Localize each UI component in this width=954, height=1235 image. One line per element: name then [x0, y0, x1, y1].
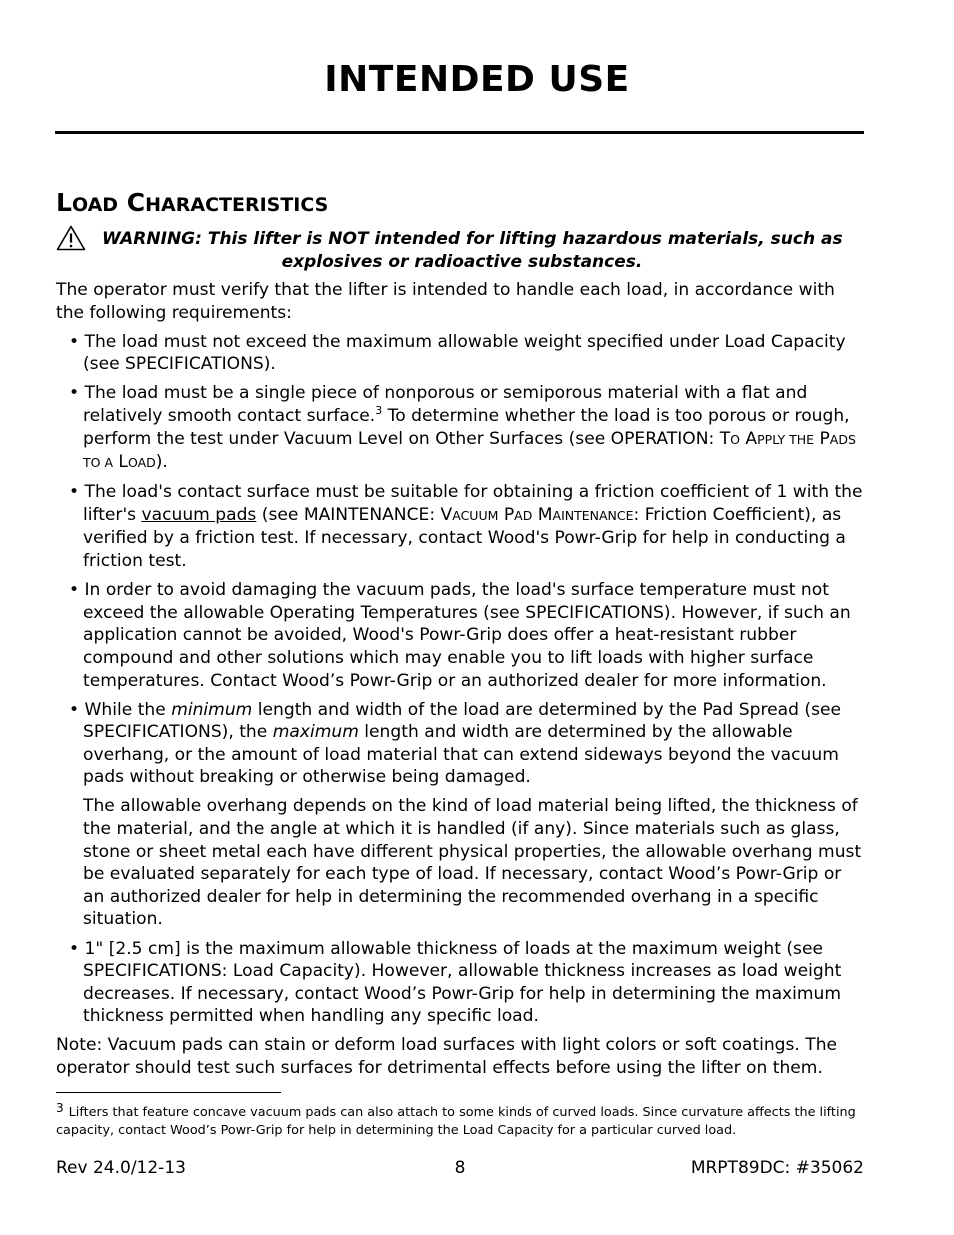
bullet-thickness: • 1" [2.5 cm] is the maximum allowable thickness of loads at the maximum weight (see SPECIFICATIONS: Load Capacity). However, allowable thickness increases as load weight decreases. If necessary, contact Wood’s Powr-Grip for help in determining the maximum thickness permitted when handling any specific load. — [69, 938, 842, 1027]
bullet-material: • The load must be a single piece of nonporous or semiporous material with a flat and relatively smooth contact surface.$^3$ To determine whether the load is too porous or rough, perform the test under Vacuum Level on Other Surfaces (see OPERATION: TO APPLY THE PADS TO A LOAD). — [69, 383, 856, 473]
warning-icon — [56, 225, 86, 251]
footnote-ref: 3 — [375, 403, 383, 417]
bullet-overhang: • While the minimum length and width of the load are determined by the Pad Spread (see SPECIFICATIONS), the maximum length and width are determined by the allowable overhang, or the amount of load material that can extend sideways beyond the vacuum pads without breaking or otherwise being damaged. — [69, 699, 842, 788]
revision-label: Rev 24.0/12-13 — [56, 1158, 186, 1178]
warning-message — [102, 228, 862, 274]
bullet-weight: • The load must not exceed the maximum allowable weight specified under Load Capacity (see SPECIFICATIONS). — [69, 331, 846, 375]
body-text — [56, 279, 866, 1086]
bullet-temperature: • In order to avoid damaging the vacuum pads, the load's surface temperature must not exceed the allowable Operating Temperatures (see SPECIFICATIONS). However, if such an application cannot be avoided, Wood's Powr-Grip does offer a heat-resistant rubber compound and other solutions which may enable you to lift loads with higher surface temperatures. Contact Wood’s Powr-Grip or an authorized dealer for more information. — [69, 580, 851, 691]
vacuum-pads-link[interactable]: vacuum pads — [141, 504, 257, 525]
page-title: INTENDED USE — [324, 59, 630, 100]
footnote-divider — [56, 1092, 281, 1093]
footnote — [56, 1101, 856, 1140]
page-number: 8 — [454, 1158, 466, 1178]
note-paragraph: Note: Vacuum pads can stain or deform load surfaces with light colors or soft coatings. The operator should test such surfaces for detrimental effects before using the lifter on them. — [56, 1035, 838, 1078]
warning-line-1: WARNING: This lifter is NOT intended for lifting hazardous materials, such as — [102, 229, 843, 249]
footnote-number: 3 — [56, 1101, 64, 1115]
footnote-text: Lifters that feature concave vacuum pads can also attach to some kinds of curved loads. Since curvature affects the lifting capacity, contact Wood’s Powr-Grip for help in determining the Load Capacity for a particular curved load. — [56, 1105, 856, 1138]
section-heading: LOAD CHARACTERISTICS — [56, 188, 329, 217]
bullet-friction: • The load's contact surface must be suitable for obtaining a friction coefficient of 1 with the lifter's vacuum pads (see MAINTENANCE: VACUUM PAD MAINTENANCE: Friction Coefficient), as verified by a friction test. If necessary, contact Wood's Powr-Grip for help in conducting a friction test. — [69, 482, 863, 572]
warning-line-2: explosives or radioactive substances. — [281, 252, 643, 272]
title-divider — [55, 131, 864, 134]
document-id: MRPT89DC: #35062 — [690, 1158, 864, 1178]
intro-paragraph: The operator must verify that the lifter is intended to handle each load, in accordance with the following requirements: — [56, 280, 835, 323]
overhang-detail-paragraph: The allowable overhang depends on the kind of load material being lifted, the thickness of the material, and the angle at which it is handled (if any). Since materials such as glass, stone or sheet metal each have different physical properties, the allowable overhang must be evaluated separately for each type of load. If necessary, contact Wood’s Powr-Grip or an authorized dealer for help in determining the recommended overhang in a specific situation. — [83, 796, 862, 930]
